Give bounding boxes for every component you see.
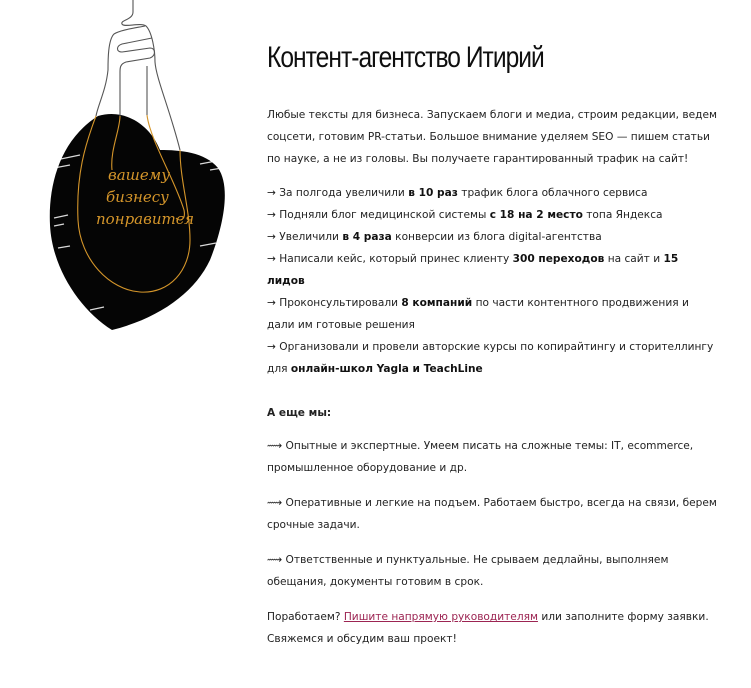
achievement-text: на сайт и (604, 253, 664, 265)
achievement-highlight: с 18 на 2 место (489, 209, 583, 221)
achievement-highlight: 15 лидов (267, 253, 679, 287)
squiggle-arrow-icon: ⟿ (267, 440, 283, 452)
achievement-text: трафик блога облачного сервиса (457, 187, 648, 199)
squiggle-arrow-icon: ⟿ (267, 497, 283, 509)
achievement-text: Увеличили (275, 231, 343, 243)
feature-item (267, 435, 717, 479)
achievement-item (267, 248, 717, 292)
svg-text:вашему: вашему (108, 166, 170, 184)
achievement-highlight: в 4 раза (342, 231, 392, 243)
achievement-text: Организовали и провели авторские курсы по копирайтингу и сторителлингу для (267, 341, 714, 375)
arrow-right-icon: → (267, 253, 276, 265)
intro-paragraph: Любые тексты для бизнеса. Запускаем блоги и медиа, строим редакции, ведем соцсети, готовим PR-статьи. Большое внимание уделяем SEO — пишем статьи по науке, а не из головы. Вы получаете гарантированный трафик на сайт! (267, 109, 717, 165)
feature-text: Оперативные и легкие на подъем. Работаем быстро, всегда на связи, берем срочные задачи. (267, 497, 717, 531)
achievement-text: Подняли блог медицинской системы (275, 209, 490, 221)
lightbulb-heart-icon (40, 0, 260, 340)
achievement-item (267, 226, 717, 248)
squiggle-arrow-icon: ⟿ (267, 554, 283, 566)
arrow-right-icon: → (267, 231, 276, 243)
lightbulb-illustration (40, 0, 260, 340)
achievement-highlight: в 10 раз (408, 187, 458, 199)
achievement-highlight: 8 компаний (401, 297, 473, 309)
svg-text:понравится: понравится (96, 210, 195, 228)
arrow-right-icon: → (267, 297, 276, 309)
about-section (267, 34, 717, 650)
feature-item (267, 492, 717, 536)
achievement-item (267, 292, 717, 336)
page-title: Контент-агентство Итирий (267, 41, 544, 74)
achievement-text: конверсии из блога digital-агентства (391, 231, 602, 243)
cta-paragraph (267, 606, 717, 650)
feature-text: Ответственные и пунктуальные. Не срываем дедлайны, выполняем обещания, документы готовим в срок. (267, 554, 669, 588)
achievements-list (267, 182, 717, 380)
more-heading: А еще мы: (267, 407, 332, 419)
feature-item (267, 549, 717, 593)
svg-text:бизнесу: бизнесу (106, 188, 169, 206)
achievement-text: Написали кейс, который принес клиенту (275, 253, 513, 265)
arrow-right-icon: → (267, 341, 276, 353)
achievement-highlight: 300 переходов (512, 253, 605, 265)
achievement-text: по части контентного продвижения и дали им готовые решения (267, 297, 689, 331)
contact-managers-link[interactable]: Пишите напрямую руководителям (343, 611, 538, 623)
feature-text: Опытные и экспертные. Умеем писать на сложные темы: IT, ecommerce, промышленное оборудование и др. (267, 440, 694, 474)
achievement-item (267, 204, 717, 226)
achievement-text: топа Яндекса (582, 209, 663, 221)
achievement-text: За полгода увеличили (275, 187, 409, 199)
achievement-highlight: онлайн-школ Yagla и TeachLine (290, 363, 483, 375)
arrow-right-icon: → (267, 187, 276, 199)
arrow-right-icon: → (267, 209, 276, 221)
cta-text: или заполните форму заявки. Свяжемся и обсудим ваш проект! (267, 611, 709, 645)
achievement-item (267, 182, 717, 204)
achievement-text: Проконсультировали (275, 297, 402, 309)
achievement-item (267, 336, 717, 380)
cta-text: Поработаем? (267, 611, 344, 623)
